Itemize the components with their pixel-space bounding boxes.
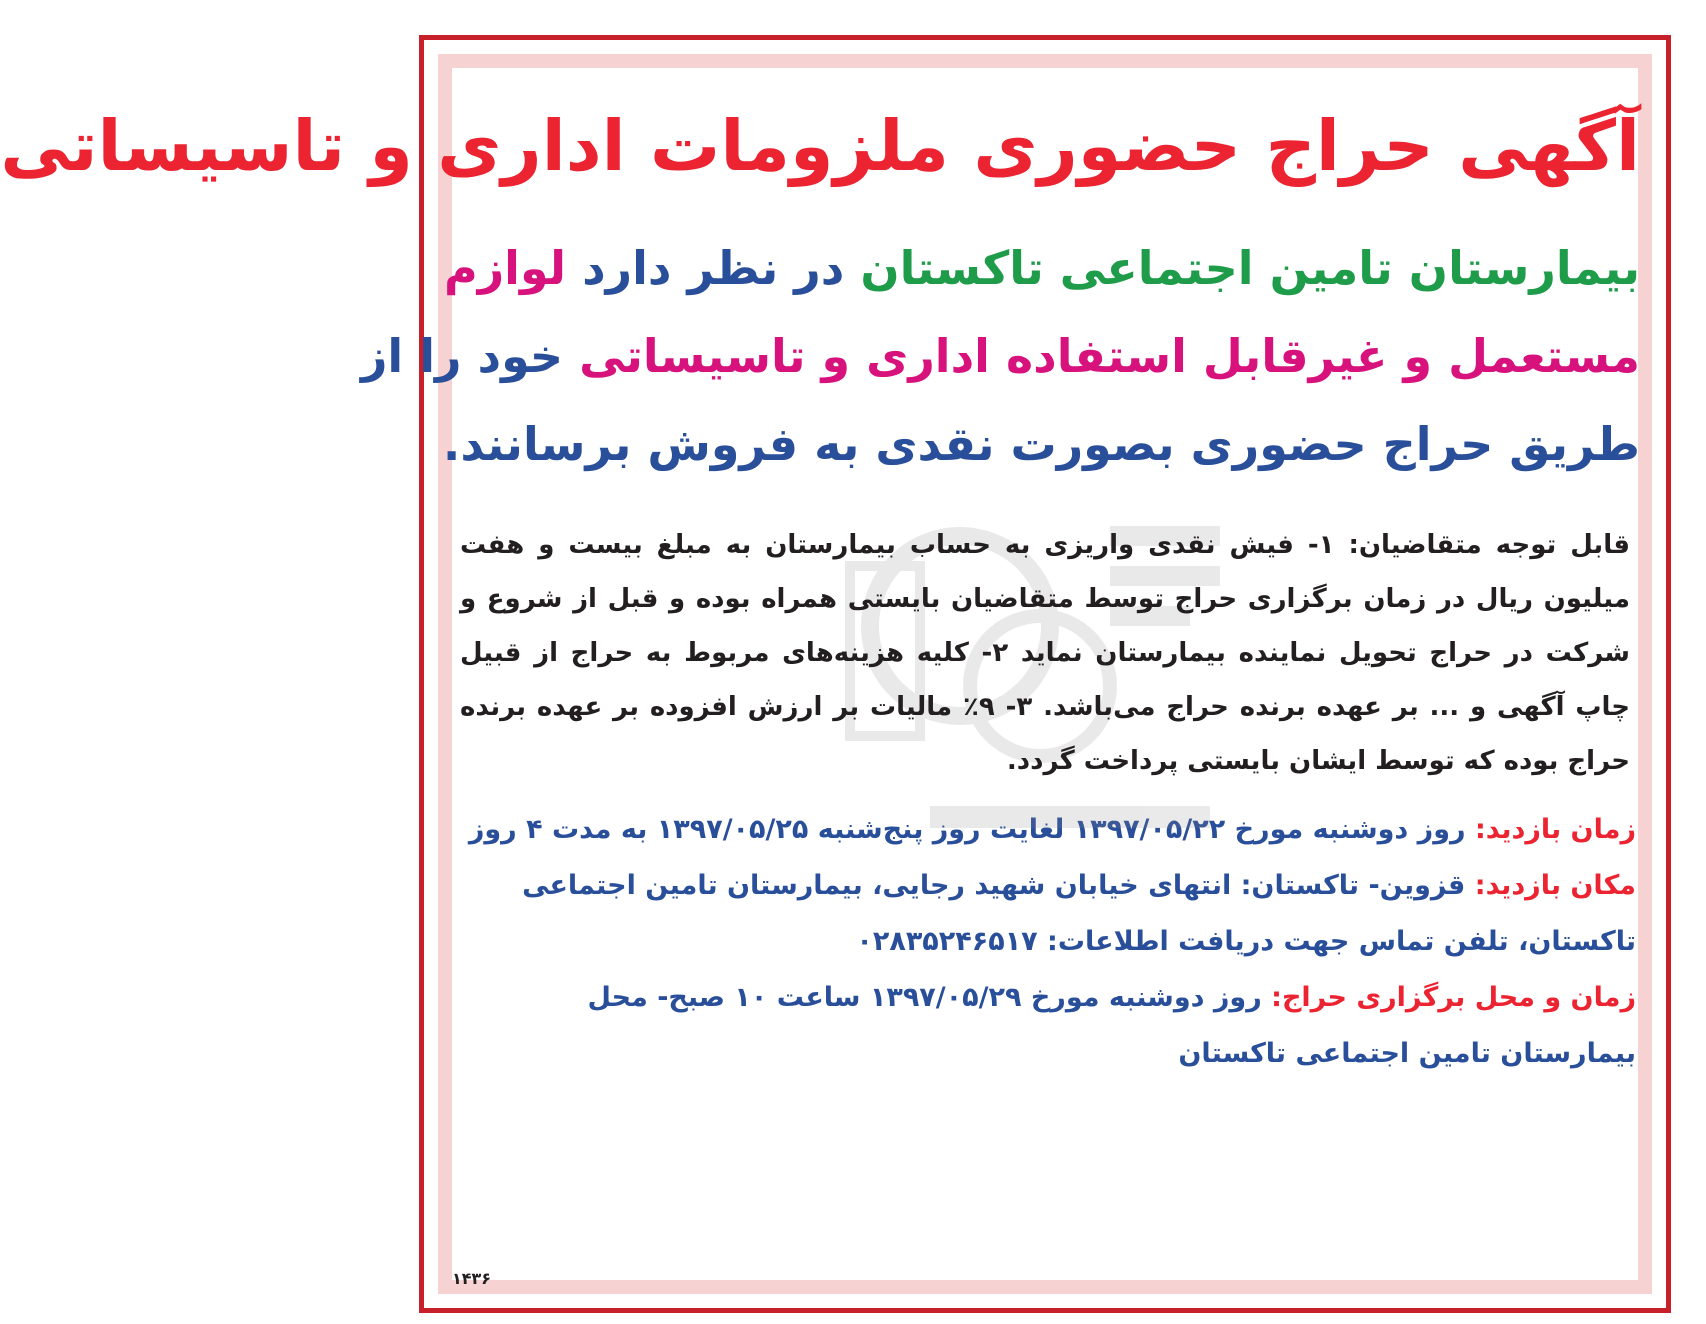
auction-time-label: زمان و محل برگزاری حراج: [1271,982,1636,1013]
visit-place-text: قزوین- تاکستان: انتهای خیابان شهید رجایی، بیمارستان تامین اجتماعی تاکستان، تلفن تماس جهت دریافت اطلاعات: ۰۲۸۳۵۲۴۶۵۱۷ [522,870,1636,957]
visit-time-text: روز دوشنبه مورخ ۱۳۹۷/۰۵/۲۲ لغایت روز پنج‌شنبه ۱۳۹۷/۰۵/۲۵ به مدت ۴ روز [468,814,1466,845]
page-title: آگهی حراج حضوری ملزومات اداری و تاسیساتی [0,105,1640,187]
intro-line-3: طریق حراج حضوری بصورت نقدی به فروش برسانند. [442,417,1640,471]
intro-text [360,224,1640,488]
intro-line-2-end: خود را از [360,329,564,383]
notes-paragraph: قابل توجه متقاضیان: ۱- فیش نقدی واریزی به حساب بیمارستان به مبلغ بیست و هفت میلیون ریال در زمان برگزاری حراج توسط متقاضیان بایستی همراه بوده و قبل از شروع و شرکت در حراج تحویل نماینده بیمارستان نماید ۲- کلیه هزینه‌های مربوط به حراج از قبیل چاپ آگهی و ... بر عهده برنده حراج می‌باشد. ۳- ۹٪ مالیات بر ارزش افزوده بر عهده برنده حراج بوده که توسط ایشان بایستی پرداخت گردد. [460,530,1631,776]
hospital-name: بیمارستان تامین اجتماعی تاکستان [860,241,1640,295]
auction-time-text: روز دوشنبه مورخ ۱۳۹۷/۰۵/۲۹ ساعت ۱۰ صبح- محل بیمارستان تامین اجتماعی تاکستان [587,982,1636,1069]
details-section [450,802,1640,1082]
visit-time-label: زمان بازدید: [1474,814,1636,845]
items-start: لوازم [443,241,567,295]
visit-place-label: مکان بازدید: [1474,870,1636,901]
intro-middle: در نظر دارد [582,241,845,295]
outer-border [0,35,1671,1313]
intro-line-1 [443,224,1640,312]
auction-time [454,970,1636,1082]
visit-place [454,858,1636,970]
ad-code: ۱۴۳۶ [452,1269,492,1288]
visit-time [454,802,1636,858]
intro-line-2 [360,312,1640,400]
items-description: مستعمل و غیرقابل استفاده اداری و تاسیساتی [579,329,1640,383]
ad-content [0,66,1640,1288]
